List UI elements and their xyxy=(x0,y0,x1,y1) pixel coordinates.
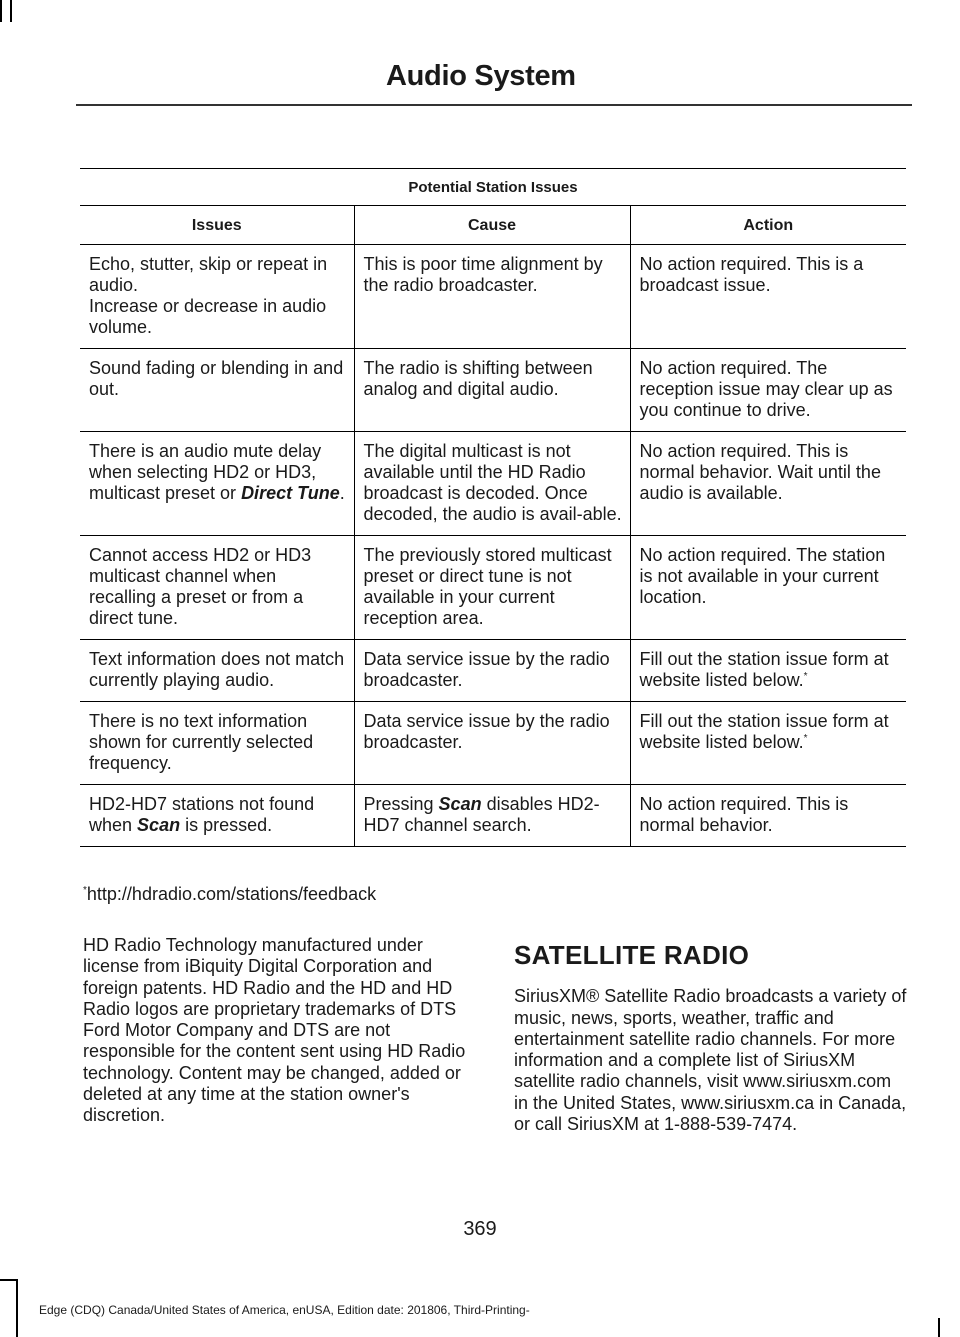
direct-tune-term: Direct Tune xyxy=(241,483,340,503)
issue-cell xyxy=(80,245,354,349)
crop-mark xyxy=(0,0,2,22)
footnote-marker: * xyxy=(803,733,808,744)
issue-text: Echo, stutter, skip or repeat in audio. xyxy=(89,254,328,295)
column-header-cause: Cause xyxy=(354,206,630,245)
action-text: Fill out the station issue form at website listed below. xyxy=(639,649,889,690)
table-row xyxy=(80,785,906,847)
issue-cell: Text information does not match currently playing audio. xyxy=(80,640,354,702)
scan-term: Scan xyxy=(137,815,181,835)
cause-cell: Data service issue by the radio broadcaster. xyxy=(354,702,630,785)
table-row xyxy=(80,349,906,432)
column-header-action: Action xyxy=(630,206,906,245)
column-header-issues: Issues xyxy=(80,206,354,245)
action-cell: No action required. This is normal behavior. Wait until the audio is available. xyxy=(630,432,906,536)
cause-cell: The previously stored multicast preset or direct tune is not available in your current reception area. xyxy=(354,536,630,640)
cause-cell xyxy=(354,785,630,847)
station-issues-table xyxy=(80,168,906,847)
section-body: SiriusXM® Satellite Radio broadcasts a variety of music, news, sports, weather, traffic and entertainment satellite radio channels. For more information and a complete list of SiriusXM satellite radio channels, visit www.siriusxm.com in the United States, www.siriusxm.ca in Canada, or call SiriusXM at 1-888-539-7474. xyxy=(514,986,907,1135)
issue-text: Increase or decrease in audio volume. xyxy=(89,296,327,337)
table-row xyxy=(80,536,906,640)
cause-cell: The digital multicast is not available until the HD Radio broadcast is decoded. Once decoded, the audio is avail-able. xyxy=(354,432,630,536)
issue-text: is pressed. xyxy=(180,815,273,835)
table-row xyxy=(80,432,906,536)
issue-cell xyxy=(80,785,354,847)
action-text: Fill out the station issue form at website listed below. xyxy=(639,711,889,752)
page-title: Audio System xyxy=(386,60,576,92)
issue-cell: There is no text information shown for currently selected frequency. xyxy=(80,702,354,785)
table-row xyxy=(80,702,906,785)
footnote-marker: * xyxy=(803,671,808,682)
issue-text: . xyxy=(339,483,345,503)
issue-cell: Cannot access HD2 or HD3 multicast channel when recalling a preset or from a direct tune. xyxy=(80,536,354,640)
crop-mark xyxy=(16,1279,18,1337)
edition-footer: Edge (CDQ) Canada/United States of America, enUSA, Edition date: 201806, Third-Printing- xyxy=(39,1303,530,1317)
action-cell: No action required. The reception issue may clear up as you continue to drive. xyxy=(630,349,906,432)
issue-text: There is an audio mute delay when selecting HD2 or HD3, multicast preset or xyxy=(89,441,322,503)
hd-radio-disclaimer: HD Radio Technology manufactured under license from iBiquity Digital Corporation and foreign patents. HD Radio and the HD and HD Radio logos are proprietary trademarks of DTS Ford Motor Company and DTS are not responsible for the content sent using HD Radio technology. Content may be changed, added or deleted at any time at the station owner's discretion. xyxy=(83,935,466,1126)
action-cell: No action required. This is a broadcast issue. xyxy=(630,245,906,349)
action-cell: No action required. This is normal behavior. xyxy=(630,785,906,847)
satellite-radio-section xyxy=(514,940,910,1135)
table-row xyxy=(80,245,906,349)
footnote-marker: * xyxy=(83,885,87,896)
header-divider xyxy=(76,104,912,106)
cause-text: disables HD2-HD7 channel search. xyxy=(363,794,600,835)
section-heading: SATELLITE RADIO xyxy=(514,940,750,970)
action-cell xyxy=(630,702,906,785)
table-footnote xyxy=(83,884,376,905)
crop-mark xyxy=(938,1318,940,1337)
table-row xyxy=(80,640,906,702)
crop-mark xyxy=(10,0,12,22)
cause-text: Pressing xyxy=(363,794,439,814)
cause-cell: The radio is shifting between analog and digital audio. xyxy=(354,349,630,432)
issue-text: HD2-HD7 stations not found when xyxy=(89,794,315,835)
scan-term: Scan xyxy=(438,794,482,814)
action-cell: No action required. The station is not available in your current location. xyxy=(630,536,906,640)
page-number: 369 xyxy=(463,1218,497,1240)
issue-cell xyxy=(80,432,354,536)
table-caption: Potential Station Issues xyxy=(80,169,906,206)
cause-cell: This is poor time alignment by the radio broadcaster. xyxy=(354,245,630,349)
cause-cell: Data service issue by the radio broadcaster. xyxy=(354,640,630,702)
action-cell xyxy=(630,640,906,702)
footnote-url: http://hdradio.com/stations/feedback xyxy=(86,884,377,904)
issue-cell: Sound fading or blending in and out. xyxy=(80,349,354,432)
